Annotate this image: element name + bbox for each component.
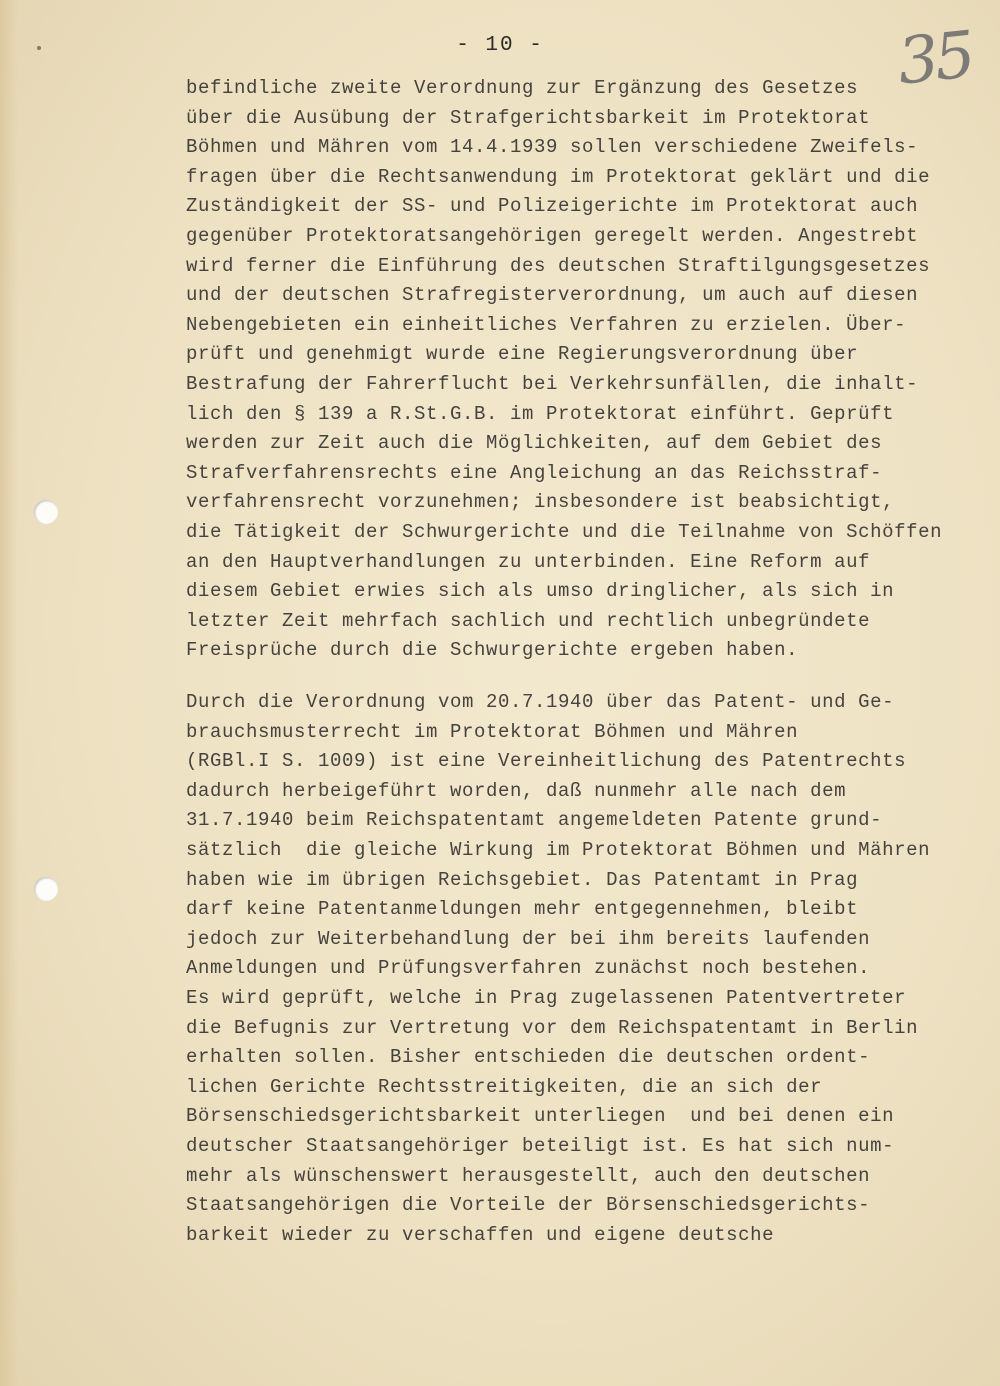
text-line: letzter Zeit mehrfach sachlich und rechtlich unbegründete	[186, 609, 871, 632]
text-line: Staatsangehörigen die Vorteile der Börsenschiedsgerichts-	[186, 1194, 871, 1217]
text-line: und der deutschen Strafregisterverordnung, um auch auf diesen	[186, 284, 919, 307]
text-line: die Befugnis zur Vertretung vor dem Reichspatentamt in Berlin	[186, 1016, 919, 1039]
text-line: deutscher Staatsangehöriger beteiligt ist. Es hat sich num-	[186, 1134, 895, 1157]
text-line: Es wird geprüft, welche in Prag zugelassenen Patentvertreter	[186, 986, 907, 1009]
text-line: Durch die Verordnung vom 20.7.1940 über das Patent- und Ge-	[186, 691, 895, 713]
paragraph-criminal-law	[186, 74, 946, 666]
text-line: diesem Gebiet erwies sich als umso dringlicher, als sich in	[186, 580, 895, 603]
text-line: prüft und genehmigt wurde eine Regierungsverordnung über	[186, 343, 859, 366]
text-line: Böhmen und Mähren vom 14.4.1939 sollen verschiedene Zweifels-	[186, 136, 919, 159]
text-line: Anmeldungen und Prüfungsverfahren zunächst noch bestehen.	[186, 957, 871, 980]
text-line: haben wie im übrigen Reichsgebiet. Das Patentamt in Prag	[186, 868, 859, 891]
text-line: darf keine Patentanmeldungen mehr entgegennehmen, bleibt	[186, 898, 859, 921]
text-line: Bestrafung der Fahrerflucht bei Verkehrsunfällen, die inhalt-	[186, 372, 919, 395]
text-line: Börsenschiedsgerichtsbarkeit unterliegen und bei denen ein	[186, 1105, 895, 1128]
page-number: - 10 -	[456, 34, 544, 57]
text-line: werden zur Zeit auch die Möglichkeiten, auf dem Gebiet des	[186, 432, 883, 455]
text-line: verfahrensrecht vorzunehmen; insbesondere ist beabsichtigt,	[186, 491, 895, 514]
page-edge-shadow	[0, 0, 18, 1386]
text-line: wird ferner die Einführung des deutschen Straftilgungsgesetzes	[186, 254, 931, 277]
text-line: über die Ausübung der Strafgerichtsbarkeit im Protektorat	[186, 106, 871, 129]
text-line: lichen Gerichte Rechtsstreitigkeiten, die an sich der	[186, 1075, 823, 1098]
text-line: Freisprüche durch die Schwurgerichte ergeben haben.	[186, 639, 799, 662]
text-line: sätzlich die gleiche Wirkung im Protektorat Böhmen und Mähren	[186, 838, 931, 861]
text-line: mehr als wünschenswert herausgestellt, auch den deutschen	[186, 1164, 871, 1187]
paper-speck	[37, 46, 41, 50]
text-line: gegenüber Protektoratsangehörigen geregelt werden. Angestrebt	[186, 224, 919, 247]
pencil-folio-annotation: 35	[894, 18, 976, 100]
text-line: barkeit wieder zu verschaffen und eigene deutsche	[186, 1223, 775, 1246]
text-line: brauchsmusterrecht im Protektorat Böhmen und Mähren	[186, 720, 799, 743]
text-line: jedoch zur Weiterbehandlung der bei ihm bereits laufenden	[186, 927, 871, 950]
text-line: fragen über die Rechtsanwendung im Protektorat geklärt und die	[186, 165, 931, 188]
text-line: erhalten sollen. Bisher entschieden die deutschen ordent-	[186, 1046, 871, 1069]
text-line: die Tätigkeit der Schwurgerichte und die Teilnahme von Schöffen	[186, 520, 943, 543]
text-line: dadurch herbeigeführt worden, daß nunmehr alle nach dem	[186, 779, 847, 802]
text-line: befindliche zweite Verordnung zur Ergänzung des Gesetzes	[186, 77, 859, 99]
paragraph-patent-law	[186, 688, 946, 1250]
text-line: lich den § 139 a R.St.G.B. im Protektorat einführt. Geprüft	[186, 402, 895, 425]
text-line: (RGBl.I S. 1009) ist eine Vereinheitlichung des Patentrechts	[186, 750, 907, 773]
text-line: an den Hauptverhandlungen zu unterbinden. Eine Reform auf	[186, 550, 871, 573]
punch-hole	[34, 500, 58, 524]
text-line: 31.7.1940 beim Reichspatentamt angemeldeten Patente grund-	[186, 809, 883, 832]
text-line: Strafverfahrensrechts eine Angleichung an das Reichsstraf-	[186, 461, 883, 484]
punch-hole	[34, 877, 58, 901]
text-line: Nebengebieten ein einheitliches Verfahren zu erzielen. Über-	[186, 313, 907, 336]
text-line: Zuständigkeit der SS- und Polizeigerichte im Protektorat auch	[186, 195, 919, 218]
